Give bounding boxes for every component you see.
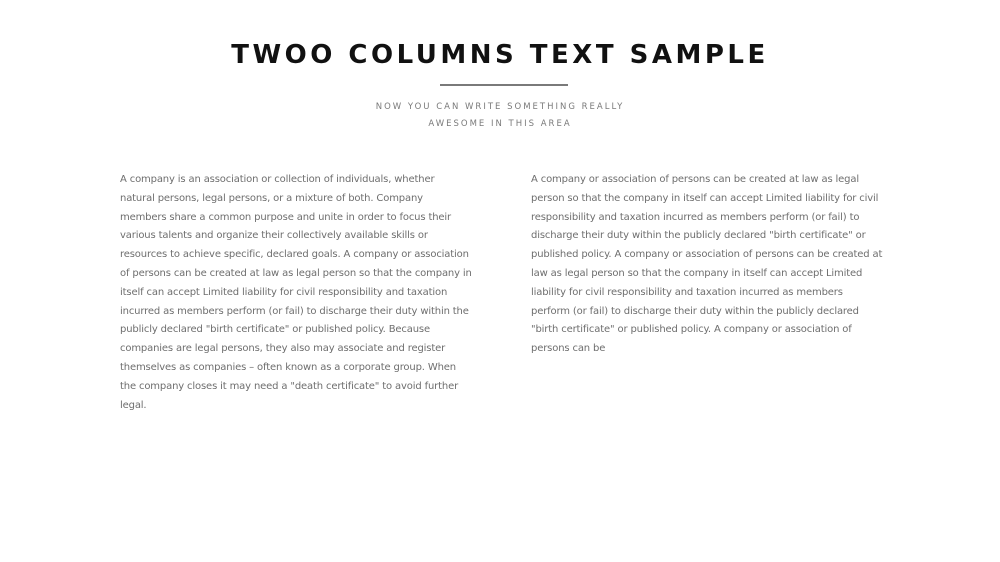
left-column-text: A company is an association or collection of individuals, whether natural persons, legal persons, or a mixture of both. Company members share a common purpose and unite in order to focus their various talents and organize their collectively available skills or resources to achieve specific, declared goals. A company or association of persons can be created at law as legal person so that the company in itself can accept Limited liability for civil responsibility and taxation incurred as members perform (or fail) to discharge their duty within the publicly declared "birth certificate" or published policy. Because companies are legal persons, they also may associate and register themselves as companies – often known as a corporate group. When the company closes it may need a "death certificate" to avoid further legal. [120, 174, 472, 411]
slide-subtitle [0, 99, 1000, 133]
subtitle-line-1: NOW YOU CAN WRITE SOMETHING REALLY [375, 102, 625, 112]
right-column-text: A company or association of persons can be created at law as legal person so that the company in itself can accept Limited liability for civil responsibility and taxation incurred as members perform (or fail) to discharge their duty within the publicly declared "birth certificate" or published policy. A company or association of persons can be created at law as legal person so that the company in itself can accept Limited liability for civil responsibility and taxation incurred as members perform (or fail) to discharge their duty within the publicly declared "birth certificate" or published policy. A company or association of persons can be [531, 174, 883, 355]
subtitle-line-2: AWESOME IN THIS AREA [428, 119, 572, 129]
title-divider [440, 84, 568, 86]
slide-title: TWOO COLUMNS TEXT SAMPLE [231, 40, 769, 70]
